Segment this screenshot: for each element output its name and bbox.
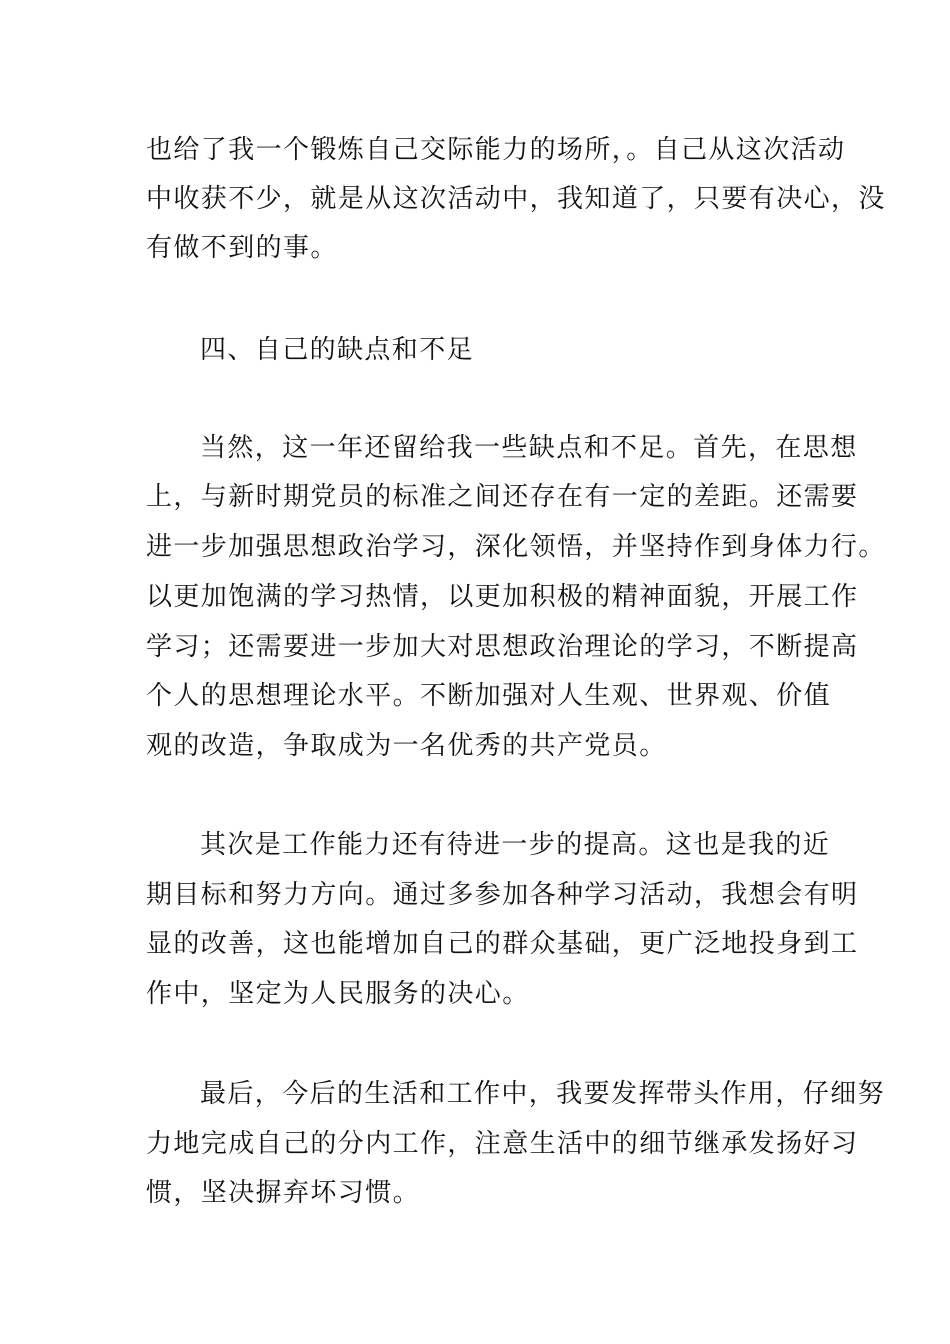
paragraph-2-line-1: 当然，这一年还留给我一些缺点和不足。首先，在思想 [200,433,858,463]
paragraph-2-line-4: 以更加饱满的学习热情，以更加积极的精神面貌，开展工作 [146,582,859,612]
paragraph-4-line-1: 最后，今后的生活和工作中，我要发挥带头作用，仔细努 [200,1079,886,1109]
paragraph-2-line-2: 上，与新时期党员的标准之间还存在有一定的差距。还需要 [146,482,859,512]
paragraph-3-line-2: 期目标和努力方向。通过多参加各种学习活动，我想会有明 [146,880,859,910]
paragraph-4-line-2: 力地完成自己的分内工作，注意生活中的细节继承发扬好习 [146,1129,859,1159]
paragraph-2-line-3: 进一步加强思想政治学习，深化领悟，并坚持作到身体力行。 [146,532,886,562]
paragraph-2-line-6: 个人的思想理论水平。不断加强对人生观、世界观、价值 [146,681,832,711]
paragraph-1-line-1: 也给了我一个锻炼自己交际能力的场所，。自己从这次活动 [146,135,846,165]
paragraph-1-line-2: 中收获不少，就是从这次活动中，我知道了，只要有决心，没 [146,184,886,214]
paragraph-3-line-3: 显的改善，这也能增加自己的群众基础，更广泛地投身到工 [146,929,859,959]
paragraph-4-line-3: 惯，坚决摒弃坏习惯。 [146,1178,421,1208]
paragraph-1-line-3: 有做不到的事。 [146,233,338,263]
paragraph-3-line-1: 其次是工作能力还有待进一步的提高。这也是我的近 [200,830,831,860]
section-heading-4: 四、自己的缺点和不足 [200,335,475,365]
paragraph-2-line-5: 学习；还需要进一步加大对思想政治理论的学习，不断提高 [146,632,859,662]
paragraph-2-line-7: 观的改造，争取成为一名优秀的共产党员。 [146,731,667,761]
paragraph-3-line-4: 作中，坚定为人民服务的决心。 [146,979,530,1009]
